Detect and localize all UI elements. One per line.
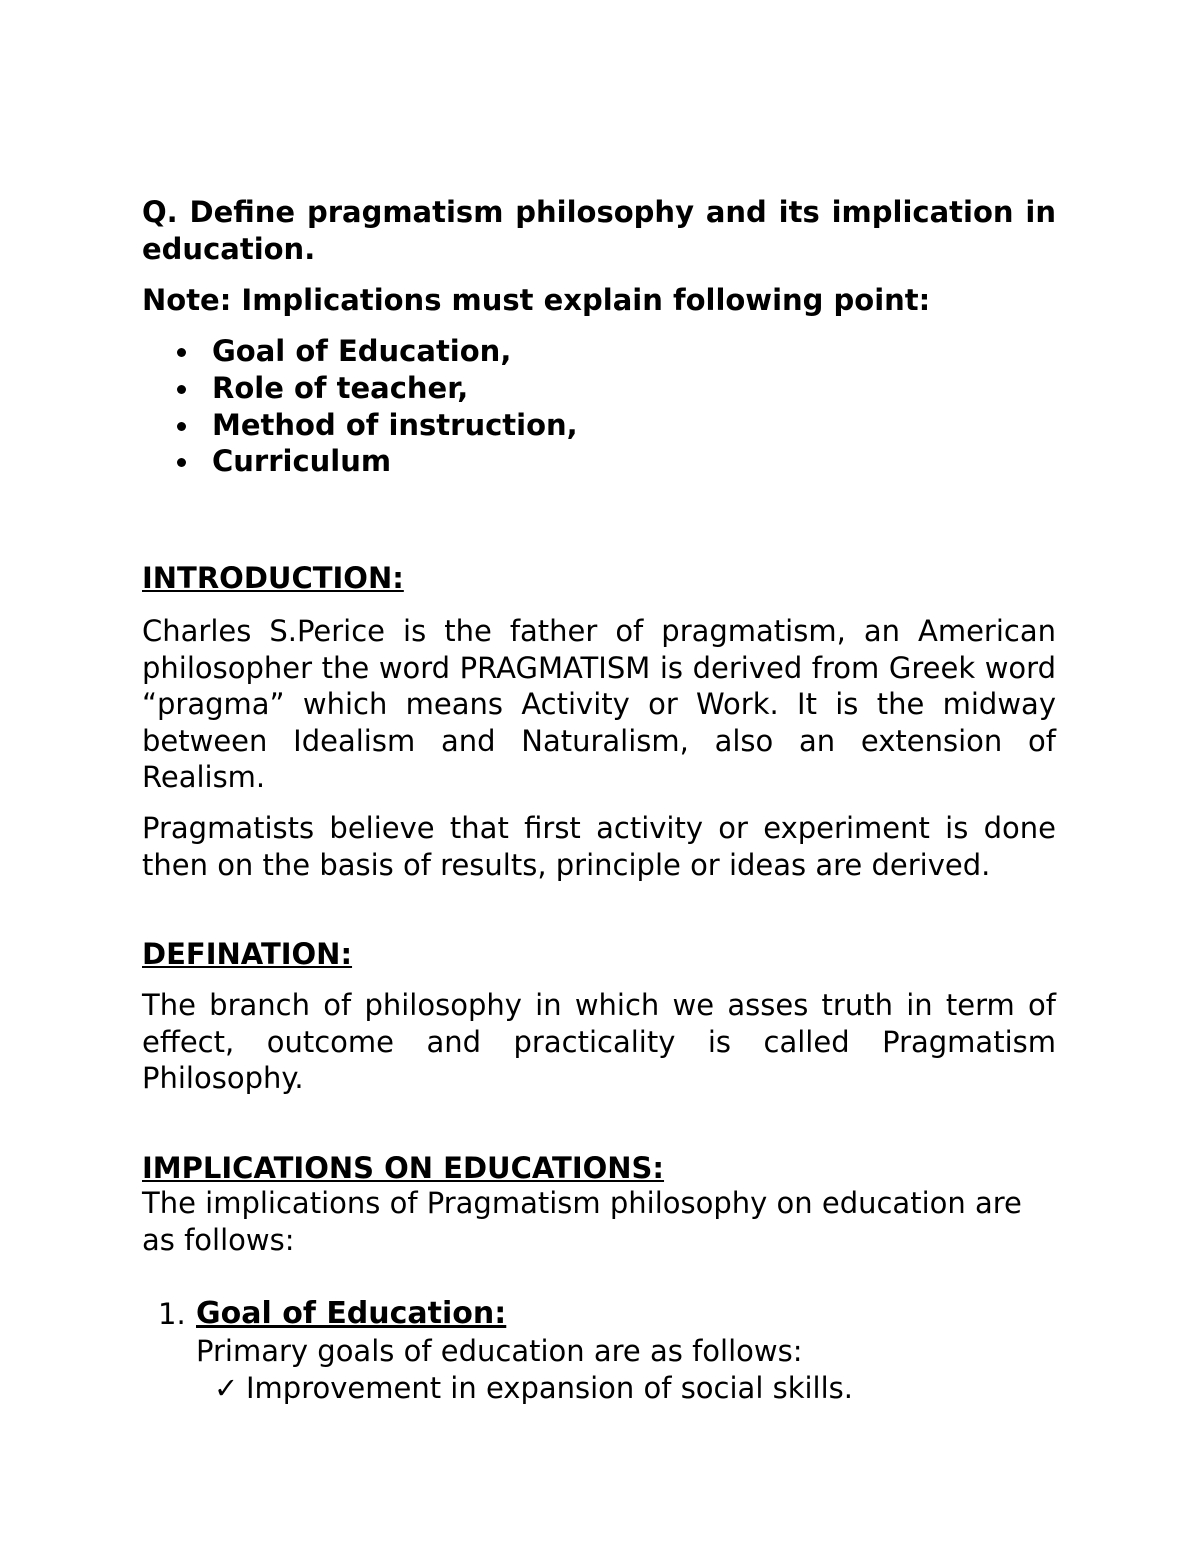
implication-points-list (142, 333, 1056, 480)
implications-intro-text: The implications of Pragmatism philosophy on education are as follows: (142, 1186, 1022, 1257)
question-text (142, 194, 1056, 267)
list-item (142, 333, 1056, 370)
list-item-label: Curriculum (212, 444, 392, 479)
introduction-paragraph-1 (142, 613, 1056, 796)
bullet-icon (177, 348, 186, 357)
list-item (142, 370, 1056, 407)
checklist-item (214, 1370, 853, 1407)
introduction-text-1: Charles S.Perice is the father of pragmatism, an American philosopher the word PRAGMATISM is derived from Greek word “pragma” which means Activity or Work. It is the midway between Idealism and Naturalism, also an extension of Realism. (142, 614, 1056, 794)
list-item-label: Goal of Education, (212, 334, 512, 368)
question-line: Q. Define pragmatism philosophy and its implication in education. (142, 195, 1056, 266)
implications-intro (142, 1185, 1056, 1258)
bullet-icon (177, 422, 186, 431)
introduction-paragraph-2 (142, 810, 1056, 883)
definition-heading: DEFINATION: (142, 937, 353, 971)
list-item-label: Method of instruction, (212, 407, 578, 442)
bullet-icon (177, 458, 186, 467)
checkmark-icon: ✓ (214, 1371, 239, 1405)
note-line: Note: Implications must explain following point: (142, 283, 931, 317)
list-item-label: Role of teacher, (212, 370, 469, 405)
item-number: 1. (158, 1297, 186, 1331)
definition-paragraph (142, 987, 1056, 1097)
introduction-heading: INTRODUCTION: (142, 561, 404, 595)
question-note (142, 282, 1056, 319)
introduction-text-2: Pragmatists believe that first activity or experiment is done then on the basis of results, principle or ideas are derived. (142, 811, 1056, 882)
definition-text: The branch of philosophy in which we asses truth in term of effect, outcome and practicality is called Pragmatism Philosophy. (142, 988, 1056, 1095)
item-heading: Goal of Education: (196, 1296, 507, 1331)
implications-heading: IMPLICATIONS ON EDUCATIONS: (142, 1151, 665, 1185)
list-item (142, 443, 1056, 480)
item-body: Primary goals of education are as follows: (196, 1334, 803, 1368)
checklist-item-label: Improvement in expansion of social skills. (246, 1371, 853, 1405)
bullet-icon (177, 385, 186, 394)
list-item (142, 407, 1056, 444)
